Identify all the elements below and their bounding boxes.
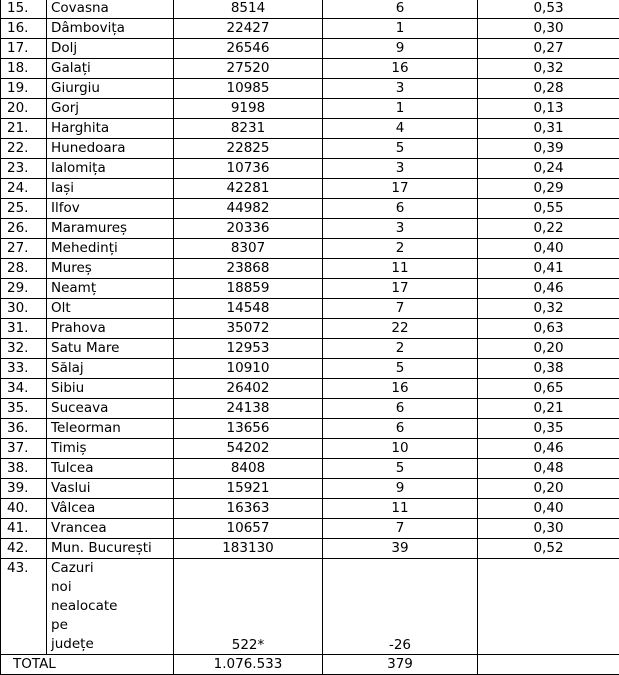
rate-cell: 0,27 [478,39,619,59]
county-name-cell: Olt [47,299,174,319]
row-number: 16. [1,19,47,39]
table-row [1,259,619,279]
row-number: 39. [1,479,47,499]
deaths-count-cell: 16 [323,59,478,79]
table-row [1,339,619,359]
table-row-total [1,655,619,675]
county-name-cell: Dolj [47,39,174,59]
row-number: 33. [1,359,47,379]
rate-cell: 0,46 [478,279,619,299]
rate-cell: 0,31 [478,119,619,139]
rate-cell: 0,48 [478,459,619,479]
row-number: 31. [1,319,47,339]
row-number: 15. [1,0,47,19]
table-row [1,99,619,119]
county-name-cell: Vrancea [47,519,174,539]
rate-cell: 0,29 [478,179,619,199]
row-number: 26. [1,219,47,239]
label-word: județe [51,635,166,654]
table-row [1,439,619,459]
deaths-count-cell: -26 [323,559,478,655]
table-row [1,79,619,99]
county-name-cell: Vaslui [47,479,174,499]
county-name-cell: Galați [47,59,174,79]
rate-cell: 0,39 [478,139,619,159]
table-row [1,359,619,379]
total-cases-cell: 1.076.533 [174,655,323,675]
county-name-cell: Teleorman [47,419,174,439]
deaths-count-cell: 6 [323,399,478,419]
deaths-count-cell: 11 [323,499,478,519]
label-word: Cazuri [51,559,166,578]
table-row [1,379,619,399]
county-name-cell: Hunedoara [47,139,174,159]
row-number: 37. [1,439,47,459]
row-number: 38. [1,459,47,479]
county-name-cell: Satu Mare [47,339,174,359]
deaths-count-cell: 9 [323,479,478,499]
cases-count-cell: 26402 [174,379,323,399]
row-number: 41. [1,519,47,539]
deaths-count-cell: 3 [323,219,478,239]
table-row [1,539,619,559]
deaths-count-cell: 2 [323,339,478,359]
row-number: 27. [1,239,47,259]
cases-count-cell: 183130 [174,539,323,559]
cases-count-cell: 26546 [174,39,323,59]
rate-cell: 0,20 [478,479,619,499]
rate-cell: 0,32 [478,299,619,319]
county-name-cell: Dâmbovița [47,19,174,39]
county-name-cell: Mehedinți [47,239,174,259]
rate-cell: 0,35 [478,419,619,439]
rate-cell [478,559,619,655]
rate-cell: 0,52 [478,539,619,559]
county-name-cell: Ialomița [47,159,174,179]
deaths-count-cell: 3 [323,79,478,99]
table-row [1,399,619,419]
cases-count-cell: 8514 [174,0,323,19]
total-deaths-cell: 379 [323,655,478,675]
total-rate-cell [478,655,619,675]
county-name-cell [47,559,174,655]
county-name-cell: Suceava [47,399,174,419]
table-row [1,519,619,539]
row-number: 17. [1,39,47,59]
cases-count-cell: 20336 [174,219,323,239]
table-row [1,39,619,59]
deaths-count-cell: 9 [323,39,478,59]
table-row [1,139,619,159]
row-number: 21. [1,119,47,139]
county-name-cell: Giurgiu [47,79,174,99]
cases-count-cell: 18859 [174,279,323,299]
deaths-count-cell: 1 [323,99,478,119]
cases-count-cell: 42281 [174,179,323,199]
county-name-cell: Mureș [47,259,174,279]
table-row [1,19,619,39]
row-number: 25. [1,199,47,219]
county-name-cell: Mun. București [47,539,174,559]
cases-count-cell: 14548 [174,299,323,319]
table-row [1,159,619,179]
table-row [1,119,619,139]
cases-count-cell: 10657 [174,519,323,539]
label-word: noi [51,578,166,597]
cases-count-cell: 10910 [174,359,323,379]
rate-cell: 0,28 [478,79,619,99]
deaths-count-cell: 6 [323,419,478,439]
rate-cell: 0,32 [478,59,619,79]
deaths-count-cell: 17 [323,279,478,299]
rate-cell: 0,40 [478,499,619,519]
rate-cell: 0,40 [478,239,619,259]
total-label: TOTAL [1,655,174,675]
cases-count-cell: 522* [174,559,323,655]
county-name-cell: Tulcea [47,459,174,479]
cases-count-cell: 23868 [174,259,323,279]
table-row [1,279,619,299]
cases-count-cell: 13656 [174,419,323,439]
deaths-count-cell: 5 [323,139,478,159]
row-number: 30. [1,299,47,319]
cases-count-cell: 54202 [174,439,323,459]
cases-count-cell: 16363 [174,499,323,519]
deaths-count-cell: 1 [323,19,478,39]
deaths-count-cell: 2 [323,239,478,259]
rate-cell: 0,46 [478,439,619,459]
row-number: 42. [1,539,47,559]
deaths-count-cell: 6 [323,199,478,219]
row-number: 29. [1,279,47,299]
rate-cell: 0,20 [478,339,619,359]
table-body [1,0,619,675]
table-row [1,319,619,339]
rate-cell: 0,63 [478,319,619,339]
label-word: nealocate [51,597,166,616]
table-row [1,59,619,79]
county-name-cell: Maramureș [47,219,174,239]
rate-cell: 0,22 [478,219,619,239]
rate-cell: 0,53 [478,0,619,19]
deaths-count-cell: 5 [323,459,478,479]
cases-count-cell: 10985 [174,79,323,99]
deaths-count-cell: 7 [323,519,478,539]
deaths-count-cell: 11 [323,259,478,279]
cases-count-cell: 12953 [174,339,323,359]
table-row [1,459,619,479]
rate-cell: 0,13 [478,99,619,119]
row-number: 35. [1,399,47,419]
table-row [1,479,619,499]
cases-count-cell: 35072 [174,319,323,339]
cases-count-cell: 24138 [174,399,323,419]
deaths-count-cell: 4 [323,119,478,139]
rate-cell: 0,41 [478,259,619,279]
table-row [1,219,619,239]
row-number: 19. [1,79,47,99]
cases-count-cell: 8231 [174,119,323,139]
cases-count-cell: 44982 [174,199,323,219]
county-name-cell: Vâlcea [47,499,174,519]
deaths-count-cell: 16 [323,379,478,399]
deaths-count-cell: 10 [323,439,478,459]
deaths-count-cell: 5 [323,359,478,379]
label-word: pe [51,616,166,635]
row-number: 34. [1,379,47,399]
county-name-cell: Harghita [47,119,174,139]
county-name-cell: Prahova [47,319,174,339]
table-row [1,239,619,259]
county-name-cell: Iași [47,179,174,199]
row-number: 40. [1,499,47,519]
deaths-count-cell: 22 [323,319,478,339]
county-name-cell: Sibiu [47,379,174,399]
row-number: 43. [1,559,47,655]
deaths-count-cell: 3 [323,159,478,179]
row-number: 18. [1,59,47,79]
row-number: 36. [1,419,47,439]
cases-count-cell: 8408 [174,459,323,479]
table-row [1,419,619,439]
rate-cell: 0,21 [478,399,619,419]
table-row [1,0,619,19]
cases-count-cell: 22427 [174,19,323,39]
deaths-count-cell: 7 [323,299,478,319]
rate-cell: 0,24 [478,159,619,179]
row-number: 28. [1,259,47,279]
county-name-cell: Neamț [47,279,174,299]
cases-count-cell: 8307 [174,239,323,259]
cases-count-cell: 22825 [174,139,323,159]
cases-count-cell: 10736 [174,159,323,179]
row-number: 32. [1,339,47,359]
county-name-cell: Covasna [47,0,174,19]
county-name-cell: Ilfov [47,199,174,219]
cases-count-cell: 27520 [174,59,323,79]
table-row [1,299,619,319]
table-row [1,199,619,219]
county-name-cell: Timiș [47,439,174,459]
row-number: 22. [1,139,47,159]
rate-cell: 0,38 [478,359,619,379]
rate-cell: 0,55 [478,199,619,219]
table-row [1,179,619,199]
county-name-cell: Gorj [47,99,174,119]
rate-cell: 0,30 [478,19,619,39]
rate-cell: 0,65 [478,379,619,399]
row-number: 20. [1,99,47,119]
table-row [1,499,619,519]
row-number: 24. [1,179,47,199]
deaths-count-cell: 17 [323,179,478,199]
deaths-count-cell: 39 [323,539,478,559]
cases-count-cell: 15921 [174,479,323,499]
table-row-unallocated [1,559,619,655]
row-number: 23. [1,159,47,179]
deaths-count-cell: 6 [323,0,478,19]
cases-count-cell: 9198 [174,99,323,119]
county-name-cell: Sălaj [47,359,174,379]
rate-cell: 0,30 [478,519,619,539]
